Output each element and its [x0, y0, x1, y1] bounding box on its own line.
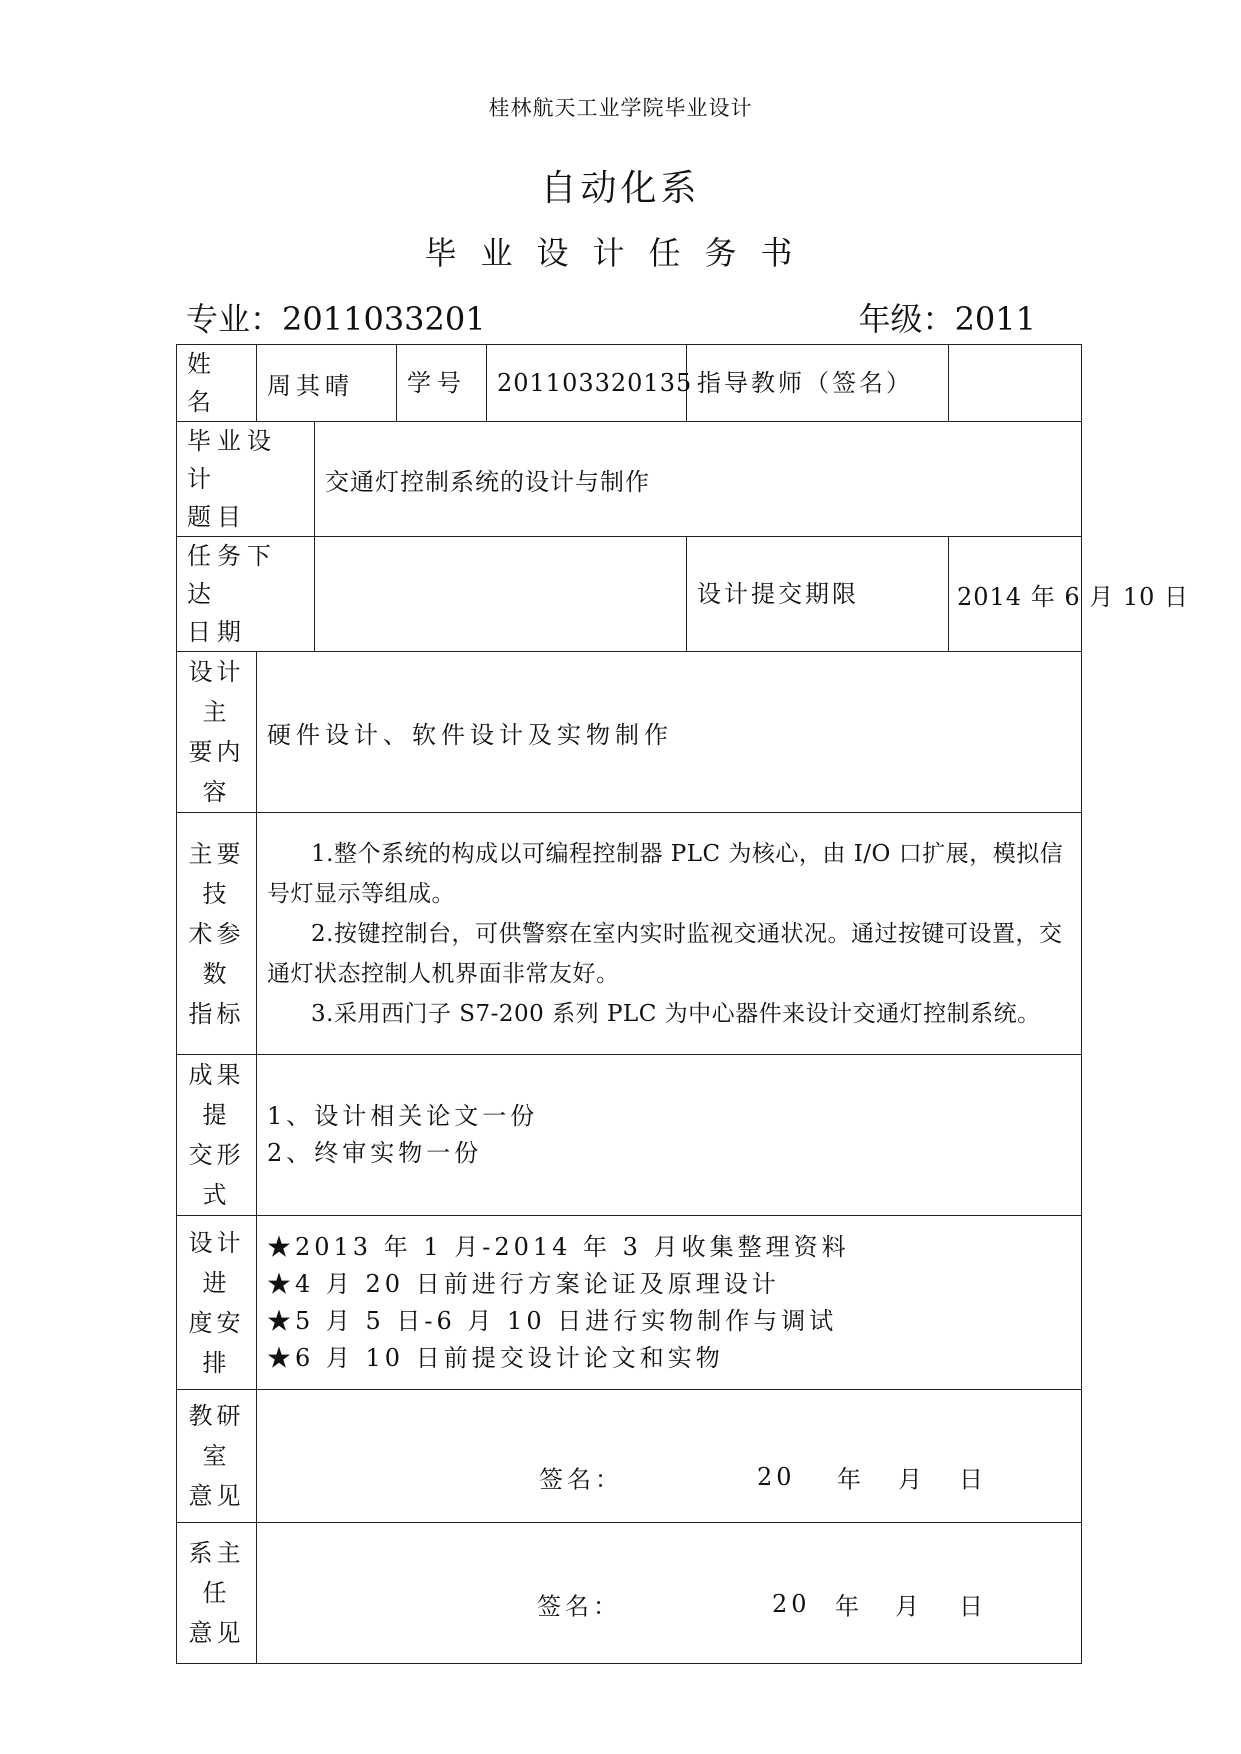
grade-label: 年级： — [858, 300, 955, 338]
major-value: 2011033201 — [282, 300, 486, 338]
advisor-label: 指导教师（签名） — [687, 345, 949, 422]
office-label-line2: 意见 — [188, 1482, 245, 1510]
name-label: 姓名 — [177, 345, 257, 422]
director-label — [177, 1523, 257, 1664]
department-title: 自动化系 — [540, 168, 701, 209]
office-year-unit: 年 — [837, 1465, 865, 1494]
deadline-label: 设计提交期限 — [687, 537, 949, 652]
tech-param-1: 1.整个系统的构成以可编程控制器 PLC 为核心，由 I/O 口扩展，模拟信号灯显示等组成。 — [267, 840, 1064, 907]
deadline-value: 2014 年 6 月 10 日 — [949, 537, 1082, 652]
schedule-label-line2: 度安排 — [188, 1308, 245, 1377]
row-office-opinion — [177, 1390, 1082, 1523]
content-value: 硬件设计、软件设计及实物制作 — [257, 652, 1082, 813]
office-sign-label: 签名： — [539, 1465, 623, 1494]
schedule-item-4: ★6 月 10 日前提交设计论文和实物 — [267, 1343, 724, 1372]
schedule-item-3: ★5 月 5 日-6 月 10 日进行实物制作与调试 — [267, 1306, 838, 1335]
director-year: 20 — [772, 1590, 811, 1619]
content-label-line1: 设计主 — [188, 658, 245, 726]
major-field — [186, 294, 486, 340]
row-dates — [177, 537, 1082, 652]
tech-label-line2: 术参数 — [188, 919, 245, 988]
results-item-2: 2、终审实物一份 — [267, 1139, 483, 1167]
issue-date-label-line1: 任务下达 — [187, 542, 277, 608]
tech-label-line3: 指标 — [188, 999, 245, 1028]
director-year-unit: 年 — [835, 1592, 863, 1621]
row-schedule — [177, 1216, 1082, 1390]
results-label-line2: 交形式 — [188, 1141, 245, 1209]
topic-label — [177, 422, 315, 537]
office-label — [177, 1390, 257, 1523]
topic-label-line2: 题目 — [187, 503, 247, 531]
major-label: 专业： — [186, 300, 283, 338]
tech-params-text — [257, 813, 1082, 1055]
issue-date-label — [177, 537, 315, 652]
tech-param-3: 3.采用西门子 S7-200 系列 PLC 为中心器件来设计交通灯控制系统。 — [311, 1000, 1041, 1027]
results-list — [257, 1055, 1082, 1216]
task-form-table — [176, 344, 1190, 1664]
director-sign-label: 签名： — [537, 1592, 621, 1621]
student-id-value: 201103320135 — [487, 345, 687, 422]
row-results — [177, 1055, 1082, 1216]
name-value: 周其晴 — [257, 345, 397, 422]
meta-row — [186, 294, 1036, 338]
office-month-unit: 月 — [898, 1465, 926, 1494]
school-header: 桂林航天工业学院毕业设计 — [488, 96, 753, 120]
director-month-unit: 月 — [895, 1592, 923, 1621]
results-label-line1: 成果提 — [188, 1061, 245, 1129]
topic-label-line1: 毕业设计 — [187, 427, 277, 493]
issue-date-value — [315, 537, 687, 652]
office-signature-line — [257, 1390, 1081, 1522]
schedule-list — [257, 1216, 1082, 1390]
issue-date-label-line2: 日期 — [187, 618, 247, 646]
row-tech-params — [177, 813, 1082, 1055]
office-label-line1: 教研室 — [188, 1402, 245, 1470]
document-title: 毕业设计任务书 — [424, 234, 817, 272]
content-label — [177, 652, 257, 813]
schedule-item-2: ★4 月 20 日前进行方案论证及原理设计 — [267, 1269, 780, 1298]
row-content — [177, 652, 1082, 813]
director-day-unit: 日 — [959, 1592, 987, 1621]
results-label — [177, 1055, 257, 1216]
schedule-item-1: ★2013 年 1 月-2014 年 3 月收集整理资料 — [267, 1232, 850, 1261]
advisor-signature — [949, 345, 1082, 422]
row-basic-info — [177, 345, 1082, 422]
row-topic — [177, 422, 1082, 537]
content-label-line2: 要内容 — [188, 738, 245, 806]
student-id-label: 学号 — [397, 345, 487, 422]
grade-value: 2011 — [954, 300, 1036, 338]
office-day-unit: 日 — [959, 1465, 987, 1494]
director-signature-line — [257, 1523, 1081, 1663]
schedule-label — [177, 1216, 257, 1390]
tech-label — [177, 813, 257, 1055]
director-opinion-area — [257, 1523, 1082, 1664]
director-label-line1: 系主任 — [188, 1539, 245, 1607]
schedule-label-line1: 设计进 — [188, 1228, 245, 1297]
results-item-1: 1、设计相关论文一份 — [267, 1102, 539, 1130]
director-label-line2: 意见 — [188, 1619, 245, 1647]
office-year: 20 — [757, 1463, 796, 1492]
tech-param-2: 2.按键控制台，可供警察在室内实时监视交通状况。通过按键可设置，交通灯状态控制人机界面非常友好。 — [267, 920, 1063, 987]
office-opinion-area — [257, 1390, 1082, 1523]
topic-value: 交通灯控制系统的设计与制作 — [315, 422, 1082, 537]
grade-field — [859, 294, 1036, 340]
row-director-opinion — [177, 1523, 1082, 1664]
tech-label-line1: 主要技 — [188, 839, 245, 908]
